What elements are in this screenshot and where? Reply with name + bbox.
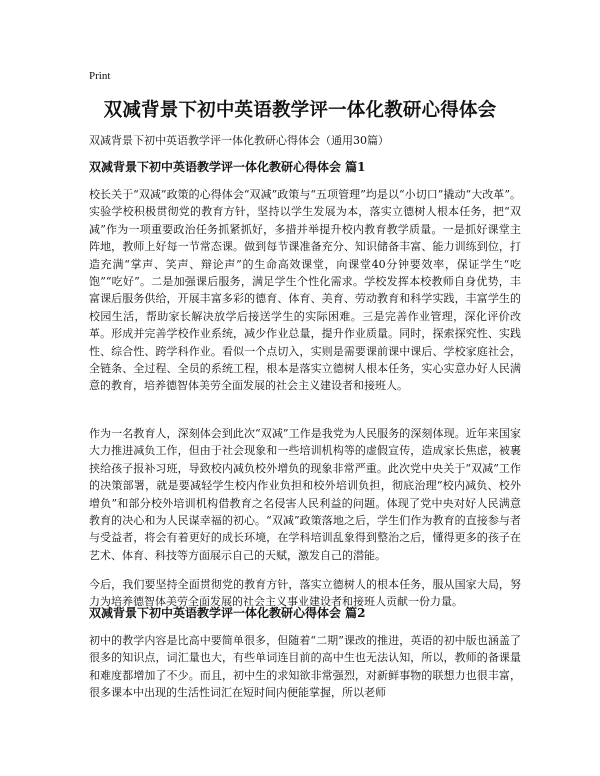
section-2-paragraph-1: 初中的教学内容是比高中要简单很多，但随着“二期”课改的推进，英语的初中版也涵盖了很多的知识点，词汇量也大，有些单词连目前的高中生也无法认知，所以，教师的备课量和难度都增加了不少。而且，初中生的求知欲非常强烈，对新鲜事物的联想力也很丰富，很多课本中出现的生活性词汇在短时间内便能掌握，所以老师: [89, 634, 521, 700]
page-title: 双减背景下初中英语教学评一体化教研心得体会: [103, 100, 497, 121]
print-link[interactable]: Print: [89, 70, 111, 82]
section-1-paragraph-2: 作为一名教育人，深刻体会到此次“双减”工作是我党为人民服务的深刻体现。近年来国家大力推进减负工作，但由于社会现象和一些培训机构等的虚假宣传，造成家长焦虑，被裹挟给孩子报补习班，导致校内减负校外增负的现象非常严重。此次党中央关于“双减”工作的决策部署，就是要减轻学生校内作业负担和校外培训负担，彻底治理“校内减负、校外增负”和部分校外培训机构借教育之名侵害人民利益的问题。体现了党中央对好人民满意教育的决心和为人民谋幸福的初心。“双减”政策落地之后，学生们作为教育的直接参与者与受益者，将会有着更好的成长环境，在学科培训乱象得到整治之后，懂得更多的孩子在艺术、体育、科技等方面展示自己的天赋，激发自己的潜能。: [89, 427, 521, 562]
document-subtitle: 双减背景下初中英语教学评一体化教研心得体会（通用30篇）: [89, 134, 389, 147]
section-heading-2: 双减背景下初中英语教学评一体化教研心得体会 篇2: [89, 606, 366, 620]
section-1-paragraph-3: 今后，我们要坚持全面贯彻党的教育方针，落实立德树人的根本任务，服从国家大局，努力为培养德智体美劳全面发展的社会主义事业建设者和接班人贡献一份力量。: [89, 578, 521, 609]
section-1-paragraph-1: 校长关于“双减”政策的心得体会“双减”政策与“五项管理”均是以“小切口”撬动“大改革”。实验学校积极贯彻党的教育方针，坚持以学生发展为本，落实立德树人根本任务，把“双减”作为一项重要政治任务抓紧抓好，多措并举提升校内教育教学质量。一是抓好课堂主阵地，教师上好每一节常态课。做到每节课准备充分、知识储备丰富、能力训练到位，打造充满“掌声、笑声、辩论声”的生命高效课堂，向课堂40分钟要效率，保证学生“吃饱”“吃好”。二是加强课后服务，满足学生个性化需求。学校发挥本校教师自身优势，丰富课后服务供给，开展丰富多彩的德育、体育、美育、劳动教育和科学实践，丰富学生的校园生活，帮助家长解决放学后接送学生的实际困难。三是完善作业管理，深化评价改革。形成并完善学校作业系统，减少作业总量，提升作业质量。同时，探索探究性、实践性、综合性、跨学科作业。看似一个点切入，实则是需要课前课中课后、学校家庭社会，全链条、全过程、全员的系统工程，根本是落实立德树人根本任务，实心实意办好人民满意的教育，培养德智体美劳全面发展的社会主义建设者和接班人。: [89, 188, 521, 393]
section-heading-1: 双减背景下初中英语教学评一体化教研心得体会 篇1: [89, 160, 366, 174]
